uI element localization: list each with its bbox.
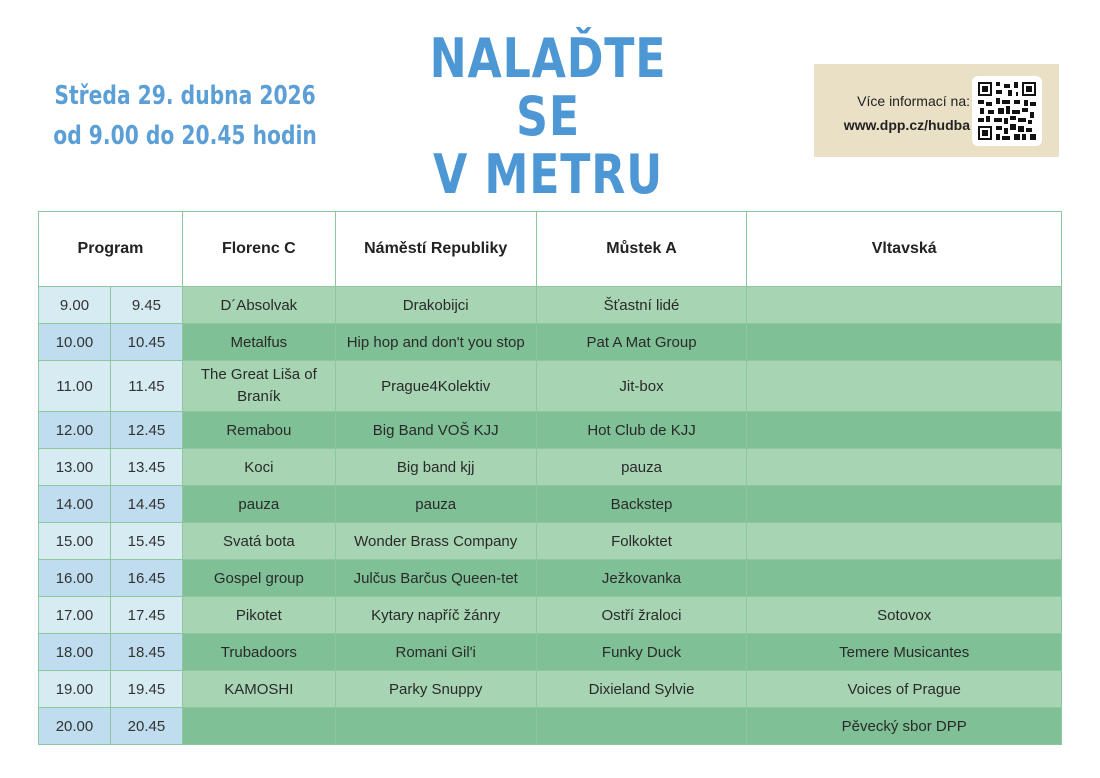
table-row [39,597,1062,634]
time-from: 18.00 [39,634,111,671]
vltavska-cell: Sotovox [747,597,1062,634]
namesti-cell [335,708,536,745]
title-line-1: NALAĎTE SE [429,27,667,148]
table-header-row [39,212,1062,287]
mustek-cell: Ježkovanka [536,560,747,597]
vltavska-cell [747,412,1062,449]
vltavska-cell [747,361,1062,412]
column-header-vltavska: Vltavská [747,212,1062,287]
time-to: 19.45 [110,671,182,708]
florenc-cell: KAMOSHI [182,671,335,708]
namesti-cell: Drakobijci [335,287,536,324]
vltavska-cell: Voices of Prague [747,671,1062,708]
time-from: 9.00 [39,287,111,324]
vltavska-cell [747,560,1062,597]
info-text [822,89,970,137]
time-to: 12.45 [110,412,182,449]
florenc-cell: Trubadoors [182,634,335,671]
vltavska-cell [747,486,1062,523]
mustek-cell: Hot Club de KJJ [536,412,747,449]
time-to: 16.45 [110,560,182,597]
vltavska-cell: Pěvecký sbor DPP [747,708,1062,745]
mustek-cell: Ostří žraloci [536,597,747,634]
schedule-table [38,211,1062,745]
vltavska-cell: Temere Musicantes [747,634,1062,671]
mustek-cell: Dixieland Sylvie [536,671,747,708]
table-row [39,634,1062,671]
info-box [814,64,1059,157]
time-from: 10.00 [39,324,111,361]
date-line: Středa 29. dubna 2026 [54,81,316,111]
mustek-cell: Šťastní lidé [536,287,747,324]
info-url-link[interactable]: www.dpp.cz/hudba [843,117,970,133]
table-row [39,523,1062,560]
florenc-cell-text: The Great Liša of Braník [200,366,317,405]
time-to: 18.45 [110,634,182,671]
page-title [398,27,698,206]
florenc-cell: Pikotet [182,597,335,634]
time-from: 19.00 [39,671,111,708]
qr-code-icon[interactable] [972,76,1042,146]
namesti-cell: Parky Snuppy [335,671,536,708]
table-row [39,324,1062,361]
time-to: 15.45 [110,523,182,560]
vltavska-cell [747,523,1062,560]
namesti-cell: Wonder Brass Company [335,523,536,560]
info-label: Více informací na: [857,93,970,109]
column-header-mustek: Můstek A [536,212,747,287]
table-row [39,287,1062,324]
table-row [39,412,1062,449]
table-row [39,708,1062,745]
time-to: 17.45 [110,597,182,634]
florenc-cell: Remabou [182,412,335,449]
mustek-cell: pauza [536,449,747,486]
namesti-cell: Romani Gil'i [335,634,536,671]
namesti-cell: Big Band VOŠ KJJ [335,412,536,449]
time-from: 16.00 [39,560,111,597]
namesti-cell: Hip hop and don't you stop [335,324,536,361]
table-row [39,671,1062,708]
table-row [39,361,1062,412]
time-from: 11.00 [39,361,111,412]
time-to: 14.45 [110,486,182,523]
table-row [39,486,1062,523]
mustek-cell: Folkoktet [536,523,747,560]
time-to: 13.45 [110,449,182,486]
time-from: 13.00 [39,449,111,486]
mustek-cell: Pat A Mat Group [536,324,747,361]
namesti-cell: Julčus Barčus Queen-tet [335,560,536,597]
time-from: 14.00 [39,486,111,523]
florenc-cell: Metalfus [182,324,335,361]
vltavska-cell [747,287,1062,324]
vltavska-cell [747,449,1062,486]
vltavska-cell [747,324,1062,361]
column-header-florenc: Florenc C [182,212,335,287]
mustek-cell: Funky Duck [536,634,747,671]
time-from: 15.00 [39,523,111,560]
time-from: 12.00 [39,412,111,449]
time-to: 9.45 [110,287,182,324]
florenc-cell: D´Absolvak [182,287,335,324]
column-header-namesti-republiky: Náměstí Republiky [335,212,536,287]
time-range-line: od 9.00 do 20.45 hodin [53,121,317,151]
title-line-2: V METRU [432,143,663,206]
mustek-cell [536,708,747,745]
namesti-cell: Prague4Kolektiv [335,361,536,412]
namesti-cell: pauza [335,486,536,523]
florenc-cell [182,361,335,412]
time-from: 20.00 [39,708,111,745]
time-to: 20.45 [110,708,182,745]
table-row [39,560,1062,597]
time-to: 11.45 [110,361,182,412]
table-row [39,449,1062,486]
time-from: 17.00 [39,597,111,634]
florenc-cell: Gospel group [182,560,335,597]
florenc-cell: Svatá bota [182,523,335,560]
florenc-cell [182,708,335,745]
time-to: 10.45 [110,324,182,361]
mustek-cell: Jit-box [536,361,747,412]
namesti-cell: Big band kjj [335,449,536,486]
event-date [40,76,330,156]
mustek-cell: Backstep [536,486,747,523]
florenc-cell: Koci [182,449,335,486]
florenc-cell: pauza [182,486,335,523]
namesti-cell: Kytary napříč žánry [335,597,536,634]
column-header-program: Program [39,212,183,287]
